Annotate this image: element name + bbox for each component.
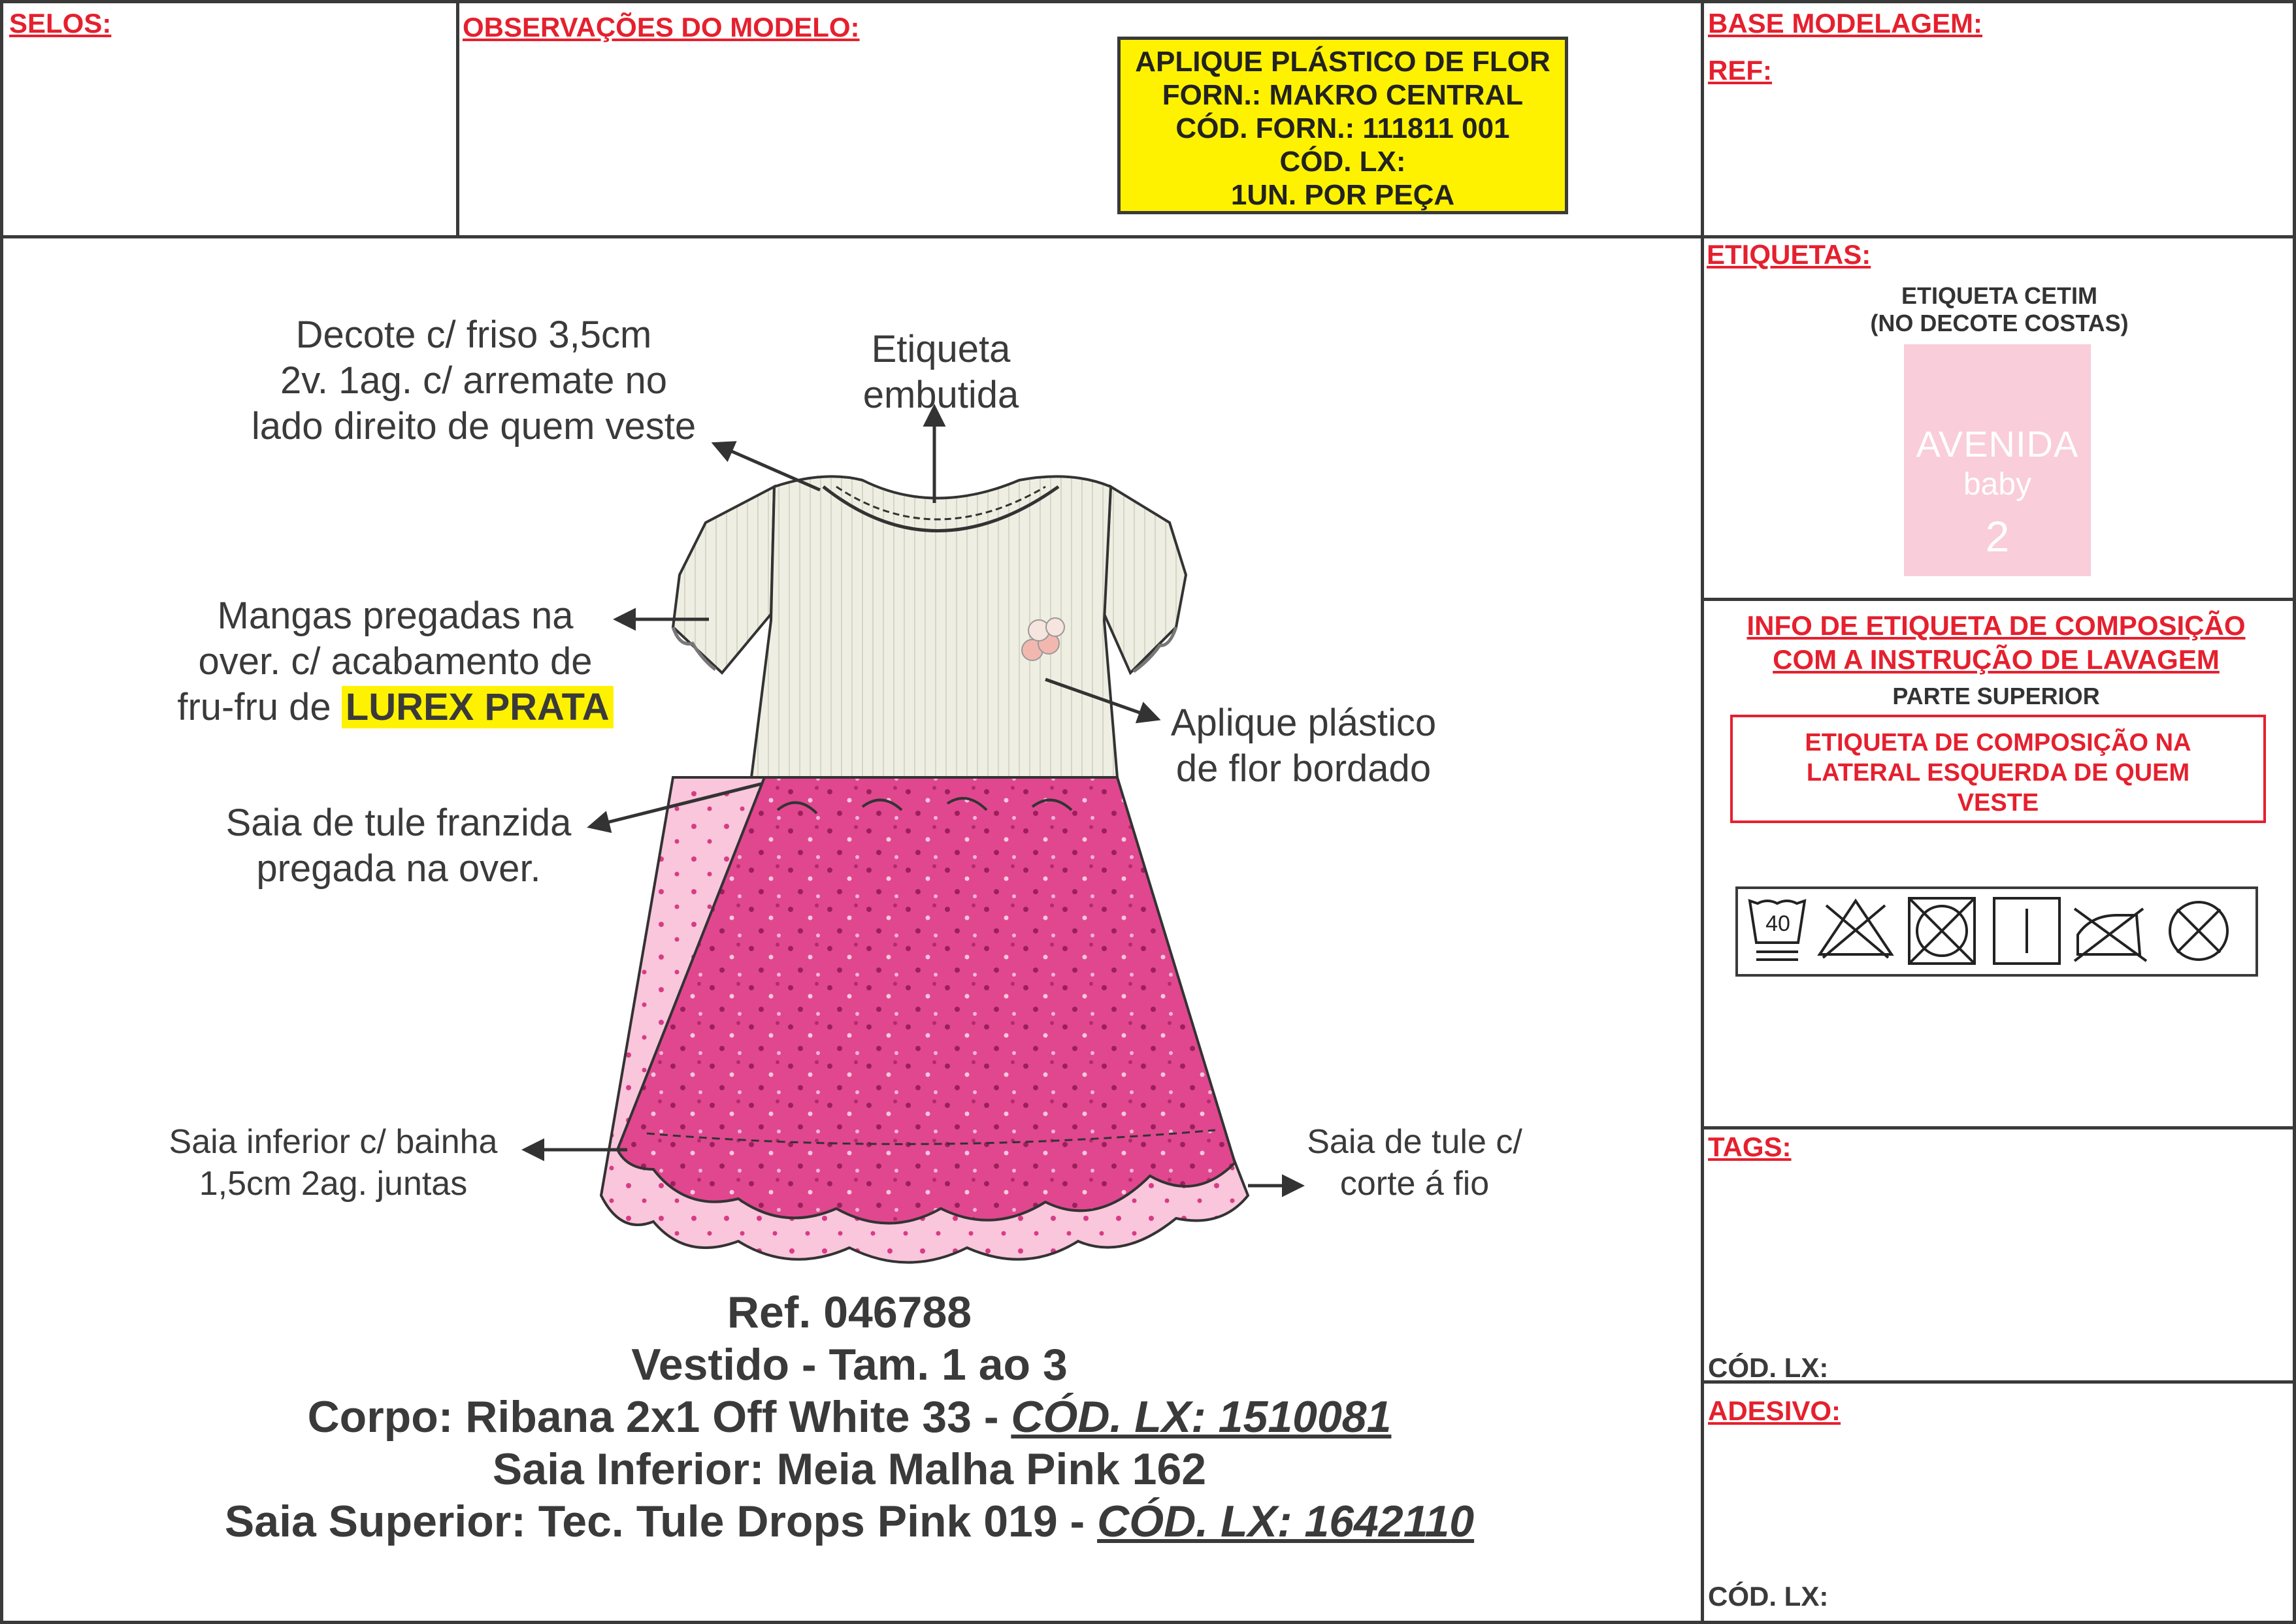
selos-divider — [456, 0, 459, 236]
supplier-line-5: 1UN. POR PEÇA — [1230, 179, 1455, 211]
product-name: Vestido - Tam. 1 ao 3 — [631, 1340, 1068, 1389]
no-tumble-dry-icon — [1909, 898, 1975, 964]
callout-aplique-line-1: Aplique plástico — [1170, 702, 1437, 744]
satin-label-swatch — [1904, 344, 2091, 576]
callout-saia-tule-line-1: Saia de tule franzida — [225, 802, 572, 844]
callout-saia-corte-line-2: corte á fio — [1339, 1165, 1490, 1203]
no-iron-icon — [2075, 909, 2146, 961]
callout-aplique-line-2: de flor bordado — [1175, 747, 1432, 790]
line-dry-icon — [1994, 898, 2059, 964]
callout-mangas-line-1: Mangas pregadas na — [217, 594, 574, 637]
callout-saia-tule — [189, 800, 608, 892]
composicao-box — [1730, 715, 2266, 823]
composicao-box-line-3: VESTE — [1957, 789, 2039, 817]
frame-bottom — [0, 1621, 2296, 1624]
tags-cod-label: CÓD. LX: — [1708, 1352, 1829, 1383]
right-sleeve — [1104, 487, 1186, 673]
product-corpo-code: CÓD. LX: 1510081 — [1011, 1392, 1392, 1442]
tags-label: TAGS: — [1708, 1131, 1792, 1162]
callout-decote — [216, 312, 732, 449]
callout-etiqueta-line-2: embutida — [862, 374, 1019, 416]
tags-divider — [1701, 1126, 2296, 1129]
supplier-box — [1117, 37, 1568, 214]
callout-mangas-line-2: over. c/ acabamento de — [198, 640, 593, 683]
product-saia-inferior: Saia Inferior: Meia Malha Pink 162 — [492, 1444, 1207, 1494]
callout-etiqueta-line-1: Etiqueta — [871, 328, 1011, 370]
callout-etiqueta — [804, 327, 1078, 418]
product-corpo-text: Corpo: Ribana 2x1 Off White 33 - — [307, 1392, 1011, 1442]
composicao-title — [1709, 609, 2284, 677]
supplier-line-3: CÓD. FORN.: 111811 001 — [1175, 112, 1510, 144]
product-corpo — [0, 1391, 1699, 1442]
supplier-line-2: FORN.: MAKRO CENTRAL — [1162, 79, 1524, 111]
callout-saia-corte-line-1: Saia de tule c/ — [1307, 1123, 1522, 1161]
supplier-line-4: CÓD. LX: — [1279, 146, 1406, 178]
frame-top — [0, 0, 2296, 3]
label-brand: AVENIDA — [1916, 423, 2079, 464]
no-dry-clean-icon — [2170, 902, 2227, 960]
lurex-highlight: LUREX PRATA — [342, 686, 614, 728]
adesivo-label: ADESIVO: — [1708, 1395, 1841, 1426]
label-size: 2 — [1985, 512, 2010, 560]
callout-decote-line-3: lado direito de quem veste — [251, 405, 697, 447]
supplier-line-1: APLIQUE PLÁSTICO DE FLOR — [1135, 46, 1550, 78]
callout-saia-inferior — [124, 1121, 542, 1205]
etiquetas-label: ETIQUETAS: — [1707, 239, 1871, 270]
callout-saia-inferior-line-2: 1,5cm 2ag. juntas — [199, 1165, 468, 1203]
parte-superior: PARTE SUPERIOR — [1892, 683, 2100, 709]
callout-saia-inferior-line-1: Saia inferior c/ bainha — [169, 1123, 498, 1161]
ref-label: REF: — [1708, 55, 1772, 86]
callout-decote-line-2: 2v. 1ag. c/ arremate no — [280, 359, 668, 402]
callout-saia-tule-line-2: pregada na over. — [256, 847, 541, 890]
wash-temperature: 40 — [1765, 911, 1790, 936]
callout-decote-line-1: Decote c/ friso 3,5cm — [295, 314, 652, 356]
callout-mangas — [150, 593, 640, 730]
no-bleach-icon — [1820, 901, 1892, 958]
product-ref: Ref. 046788 — [727, 1288, 972, 1337]
composicao-title-line-1: INFO DE ETIQUETA DE COMPOSIÇÃO — [1747, 610, 2246, 641]
observacoes-label: OBSERVAÇÕES DO MODELO: — [463, 12, 860, 42]
callout-mangas-text: fru-fru de — [177, 686, 331, 728]
callout-saia-corte — [1274, 1121, 1555, 1205]
etiqueta-cetim-title — [1712, 282, 2287, 337]
etiquetas-divider — [1701, 598, 2296, 601]
arrow-decote — [715, 444, 820, 490]
care-symbols — [1735, 886, 2258, 977]
composicao-box-line-1: ETIQUETA DE COMPOSIÇÃO NA — [1805, 729, 2191, 756]
selos-label: SELOS: — [9, 8, 112, 39]
adesivo-cod-label: CÓD. LX: — [1708, 1581, 1829, 1612]
base-modelagem-label: BASE MODELAGEM: — [1708, 8, 1982, 39]
composicao-box-line-2: LATERAL ESQUERDA DE QUEM — [1806, 759, 2190, 787]
label-sub: baby — [1963, 467, 2032, 502]
etiqueta-cetim-line-1: ETIQUETA CETIM — [1901, 282, 2097, 309]
product-saia-superior — [0, 1496, 1699, 1547]
product-saia-superior-code: CÓD. LX: 1642110 — [1097, 1497, 1475, 1546]
composicao-title-line-2: COM A INSTRUÇÃO DE LAVAGEM — [1773, 644, 2220, 675]
callout-aplique — [1150, 700, 1457, 792]
callout-mangas-line-3 — [150, 685, 640, 730]
product-saia-superior-text: Saia Superior: Tec. Tule Drops Pink 019 - — [224, 1497, 1098, 1546]
etiqueta-cetim-line-2: (NO DECOTE COSTAS) — [1870, 310, 2129, 336]
